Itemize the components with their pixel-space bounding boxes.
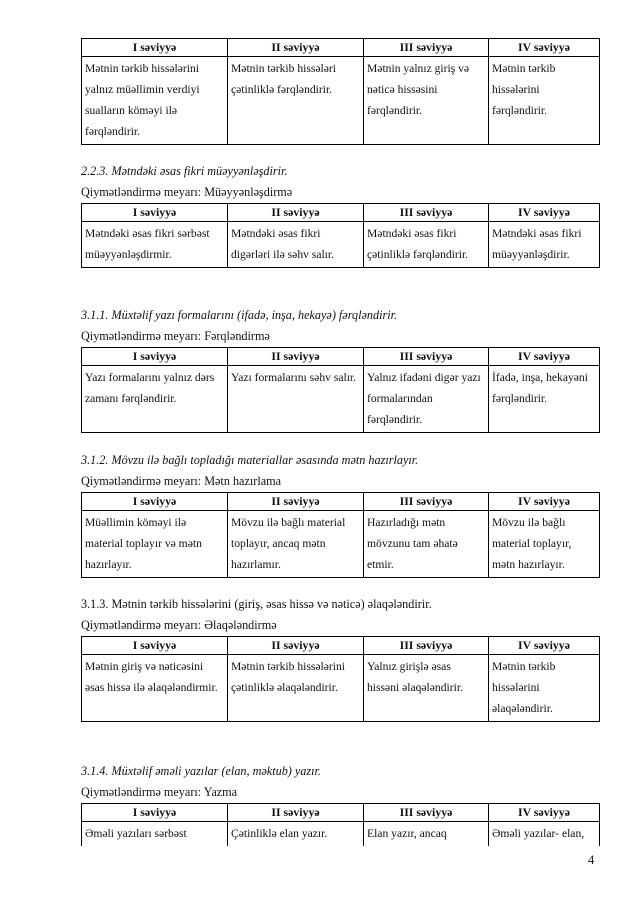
- header-level-1: I səviyyə: [82, 637, 228, 655]
- header-level-4: IV səviyyə: [489, 493, 600, 511]
- criterion-label: Qiymətləndirmə meyarı: Mətn hazırlama: [81, 474, 282, 488]
- criteria-table-1: [81, 203, 600, 268]
- header-level-3: III səviyyə: [364, 493, 489, 511]
- standard-heading: 3.1.4. Müxtəlif əməli yazılar (elan, məktub) yazır.: [81, 764, 321, 778]
- criteria-table-2: [81, 347, 600, 433]
- criteria-section-3: [81, 452, 599, 578]
- table-header-row: [82, 348, 600, 366]
- cell-level-1: Müəllimin köməyi ilə material toplayır və mətn hazırlayır.: [82, 511, 228, 578]
- table-row: [82, 57, 600, 145]
- header-level-4: IV səviyyə: [489, 39, 600, 57]
- table-header-row: [82, 637, 600, 655]
- cell-level-2: Mətndəki əsas fikri digərləri ilə səhv salır.: [228, 222, 364, 268]
- cell-level-3: Elan yazır, ancaq: [364, 822, 489, 847]
- criterion-label: Qiymətləndirmə meyarı: Yazma: [81, 785, 238, 799]
- cell-level-1: Əməli yazıları sərbəst: [82, 822, 228, 847]
- cell-level-1: Mətnin giriş və nəticəsini əsas hissə ilə əlaqələndirmir.: [82, 655, 228, 722]
- table-row: [82, 511, 600, 578]
- criteria-section-2: [81, 307, 599, 433]
- cell-level-2: Mətnin tərkib hissələrini çətinliklə əlaqələndirir.: [228, 655, 364, 722]
- header-level-1: I səviyyə: [82, 39, 228, 57]
- criteria-section-5: [81, 763, 599, 846]
- criterion-label: Qiymətləndirmə meyarı: Müəyyənləşdirmə: [81, 185, 293, 199]
- cell-level-4: Mətnin tərkib hissələrini fərqləndirir.: [489, 57, 600, 145]
- header-level-3: III səviyyə: [364, 204, 489, 222]
- cell-level-3: Yalnız ifadəni digər yazı formalarından fərqləndirir.: [364, 366, 489, 433]
- criterion-label: Qiymətləndirmə meyarı: Fərqləndirmə: [81, 329, 270, 343]
- cell-level-4: Mövzu ilə bağlı material toplayır, mətn hazırlayır.: [489, 511, 600, 578]
- table-row: [82, 822, 600, 847]
- cell-level-3: Yalnız girişlə əsas hissəni əlaqələndirir.: [364, 655, 489, 722]
- cell-level-3: Hazırladığı mətn mövzunu tam əhatə etmir.: [364, 511, 489, 578]
- table-header-row: [82, 804, 600, 822]
- header-level-1: I səviyyə: [82, 493, 228, 511]
- page-number: 4: [588, 853, 595, 867]
- header-level-1: I səviyyə: [82, 204, 228, 222]
- header-level-2: II səviyyə: [228, 637, 364, 655]
- header-level-2: II səviyyə: [228, 493, 364, 511]
- header-level-1: I səviyyə: [82, 804, 228, 822]
- cell-level-4: Əməli yazılar- elan,: [489, 822, 600, 847]
- header-level-3: III səviyyə: [364, 804, 489, 822]
- cell-level-2: Çətinliklə elan yazır.: [228, 822, 364, 847]
- header-level-4: IV səviyyə: [489, 637, 600, 655]
- table-row: [82, 222, 600, 268]
- criteria-section-0: [81, 38, 599, 145]
- cell-level-4: Mətnin tərkib hissələrini əlaqələndirir.: [489, 655, 600, 722]
- table-header-row: [82, 493, 600, 511]
- header-level-4: IV səviyyə: [489, 804, 600, 822]
- cell-level-2: Mətnin tərkib hissələri çətinliklə fərqləndirir.: [228, 57, 364, 145]
- header-level-4: IV səviyyə: [489, 348, 600, 366]
- standard-heading: 2.2.3. Mətndəki əsas fikri müəyyənləşdirir.: [81, 164, 288, 178]
- header-level-2: II səviyyə: [228, 39, 364, 57]
- standard-heading: 3.1.3. Mətnin tərkib hissələrini (giriş, əsas hissə və nəticə) əlaqələndirir.: [81, 597, 432, 611]
- criteria-section-4: [81, 596, 599, 722]
- header-level-3: III səviyyə: [364, 637, 489, 655]
- cell-level-1: Mətnin tərkib hissələrini yalnız müəllimin verdiyi sualların köməyi ilə fərqləndirir.: [82, 57, 228, 145]
- table-header-row: [82, 39, 600, 57]
- cell-level-3: Mətnin yalnız giriş və nəticə hissəsini fərqləndirir.: [364, 57, 489, 145]
- criteria-table-3: [81, 492, 600, 578]
- cell-level-2: Yazı formalarını səhv salır.: [228, 366, 364, 433]
- criteria-table-0: [81, 38, 600, 145]
- standard-heading: 3.1.1. Müxtəlif yazı formalarını (ifadə, inşa, hekayə) fərqləndirir.: [81, 308, 398, 322]
- header-level-2: II səviyyə: [228, 804, 364, 822]
- criteria-table-4: [81, 636, 600, 722]
- header-level-1: I səviyyə: [82, 348, 228, 366]
- criterion-label: Qiymətləndirmə meyarı: Əlaqələndirmə: [81, 618, 277, 632]
- header-level-3: III səviyyə: [364, 39, 489, 57]
- criteria-table-5: [81, 803, 600, 846]
- table-row: [82, 655, 600, 722]
- standard-heading: 3.1.2. Mövzu ilə bağlı topladığı materiallar əsasında mətn hazırlayır.: [81, 453, 419, 467]
- cell-level-2: Mövzu ilə bağlı material toplayır, ancaq mətn hazırlamır.: [228, 511, 364, 578]
- table-header-row: [82, 204, 600, 222]
- cell-level-3: Mətndəki əsas fikri çətinliklə fərqləndirir.: [364, 222, 489, 268]
- cell-level-4: İfadə, inşa, hekayəni fərqləndirir.: [489, 366, 600, 433]
- criteria-section-1: [81, 163, 599, 268]
- table-row: [82, 366, 600, 433]
- header-level-2: II səviyyə: [228, 204, 364, 222]
- cell-level-4: Mətndəki əsas fikri müəyyənləşdirir.: [489, 222, 600, 268]
- cell-level-1: Mətndəki əsas fikri sərbəst müəyyənləşdirmir.: [82, 222, 228, 268]
- cell-level-1: Yazı formalarını yalnız dərs zamanı fərqləndirir.: [82, 366, 228, 433]
- header-level-4: IV səviyyə: [489, 204, 600, 222]
- header-level-2: II səviyyə: [228, 348, 364, 366]
- header-level-3: III səviyyə: [364, 348, 489, 366]
